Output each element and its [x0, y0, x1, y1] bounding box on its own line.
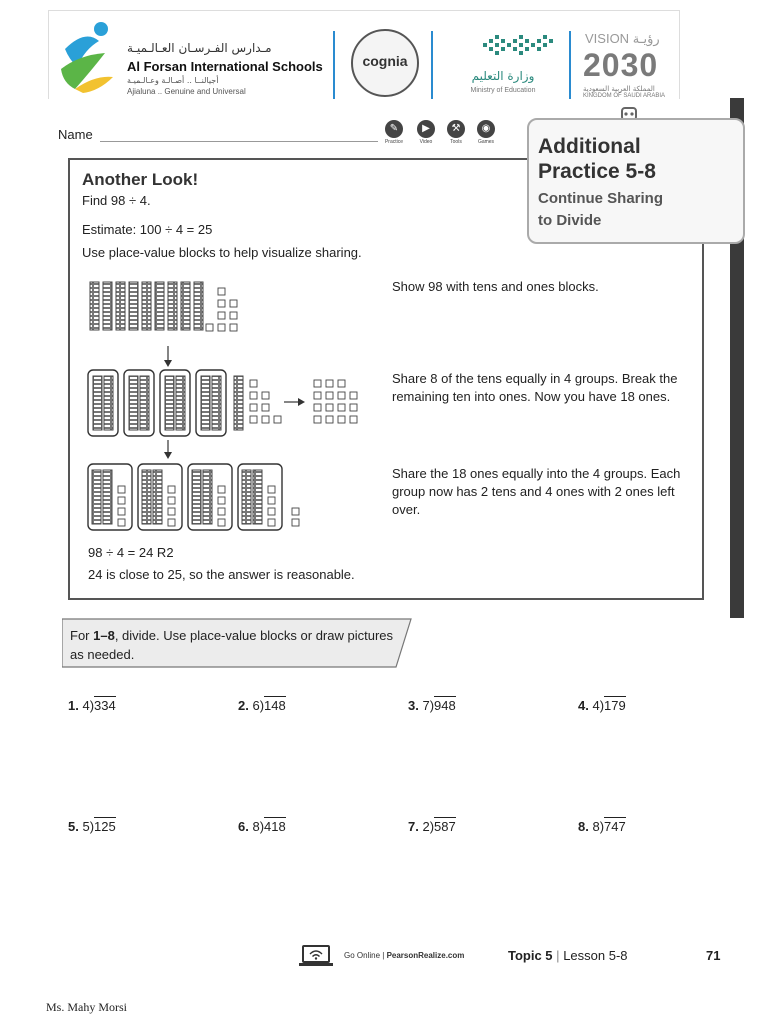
- topic-lesson-label: Topic 5 | Lesson 5-8: [508, 948, 628, 963]
- place-value-blocks-illustration: [84, 276, 380, 538]
- another-look-title: Another Look!: [82, 170, 199, 189]
- tens-rods-row2: [93, 376, 243, 430]
- problem-5: 5. 5)125: [68, 819, 116, 834]
- find-text: Find 98 ÷ 4.: [82, 193, 151, 208]
- video-button[interactable]: ▶ Video: [416, 120, 436, 145]
- tools-button[interactable]: ⚒ Tools: [446, 120, 466, 145]
- wrench-icon: ⚒: [447, 120, 465, 138]
- answer-text: 98 ÷ 4 = 24 R2: [88, 545, 174, 560]
- name-label: Name: [58, 127, 93, 142]
- practice-title: Additional Practice 5-8: [538, 135, 656, 183]
- go-online-text: Go Online | PearsonRealize.com: [344, 951, 465, 960]
- ministry-name-arabic: وزارة التعليم: [471, 69, 535, 83]
- vision-kingdom: KINGDOM OF SAUDI ARABIA: [583, 93, 666, 99]
- page-number: 71: [706, 948, 721, 963]
- problem-7: 7. 2)587: [408, 819, 456, 834]
- gamepad-icon: ◉: [477, 120, 495, 138]
- ones-cubes-row2: [250, 380, 281, 423]
- problem-3: 3. 7)948: [408, 698, 456, 713]
- broken-ten-ones: [314, 380, 357, 423]
- play-icon: ▶: [417, 120, 435, 138]
- teacher-name: Ms. Mahy Morsi: [46, 1000, 128, 1014]
- step1-text: Show 98 with tens and ones blocks.: [392, 279, 599, 294]
- practice-subtitle: Continue Sharing to Divide: [538, 190, 663, 229]
- school-name: Al Forsan International Schools: [127, 59, 323, 74]
- school-logo-icon: [55, 19, 117, 95]
- vision-2030-logo: 2030: [583, 47, 659, 83]
- reason-text: 24 is close to 25, so the answer is reasonable.: [88, 567, 355, 582]
- ministry-name: Ministry of Education: [470, 87, 536, 94]
- problem-1: 1. 4)334: [68, 698, 116, 713]
- cognia-label: cognia: [362, 53, 408, 69]
- school-subtitle-arabic: أجيالنــا .. أصـالـة وعـالـميـة: [127, 76, 219, 85]
- divider: [431, 31, 433, 99]
- school-name-arabic: مـدارس الفـرسـان العـالـميـة: [127, 41, 272, 55]
- divider: [569, 31, 571, 99]
- vision-kingdom-arabic: المملكة العربية السعودية: [583, 85, 655, 93]
- problem-8: 8. 8)747: [578, 819, 626, 834]
- step2-text: Share 8 of the tens equally in 4 groups. Break the remaining ten into ones. Now you have 18 ones.: [392, 371, 678, 404]
- games-button[interactable]: ◉ Games: [476, 120, 496, 145]
- problem-6: 6. 8)418: [238, 819, 286, 834]
- divider: [333, 31, 335, 99]
- practice-button[interactable]: ✎ Practice: [384, 120, 404, 145]
- pencil-icon: ✎: [385, 120, 403, 138]
- problem-2: 2. 6)148: [238, 698, 286, 713]
- school-header-banner: [48, 10, 680, 99]
- laptop-icon: [298, 944, 334, 968]
- estimate-text: Estimate: 100 ÷ 4 = 25: [82, 222, 213, 237]
- ministry-logo-icon: [481, 35, 557, 59]
- step3-text: Share the 18 ones equally into the 4 groups. Each group now has 2 tens and 4 ones with 2 ones left over.: [392, 466, 681, 517]
- vision-label: VISION رؤيـة: [585, 31, 660, 46]
- problem-4: 4. 4)179: [578, 698, 626, 713]
- name-input-line[interactable]: [100, 141, 378, 142]
- tens-rods-row3: [92, 470, 262, 524]
- ones-cubes-row1: [206, 288, 237, 331]
- instructions-text: For 1–8, divide. Use place-value blocks or draw pictures as needed.: [70, 628, 394, 662]
- tens-rods-row1: [90, 282, 203, 330]
- instruction-text: Use place-value blocks to help visualize sharing.: [82, 245, 362, 260]
- school-tagline: Ajialuna .. Genuine and Universal: [127, 87, 246, 96]
